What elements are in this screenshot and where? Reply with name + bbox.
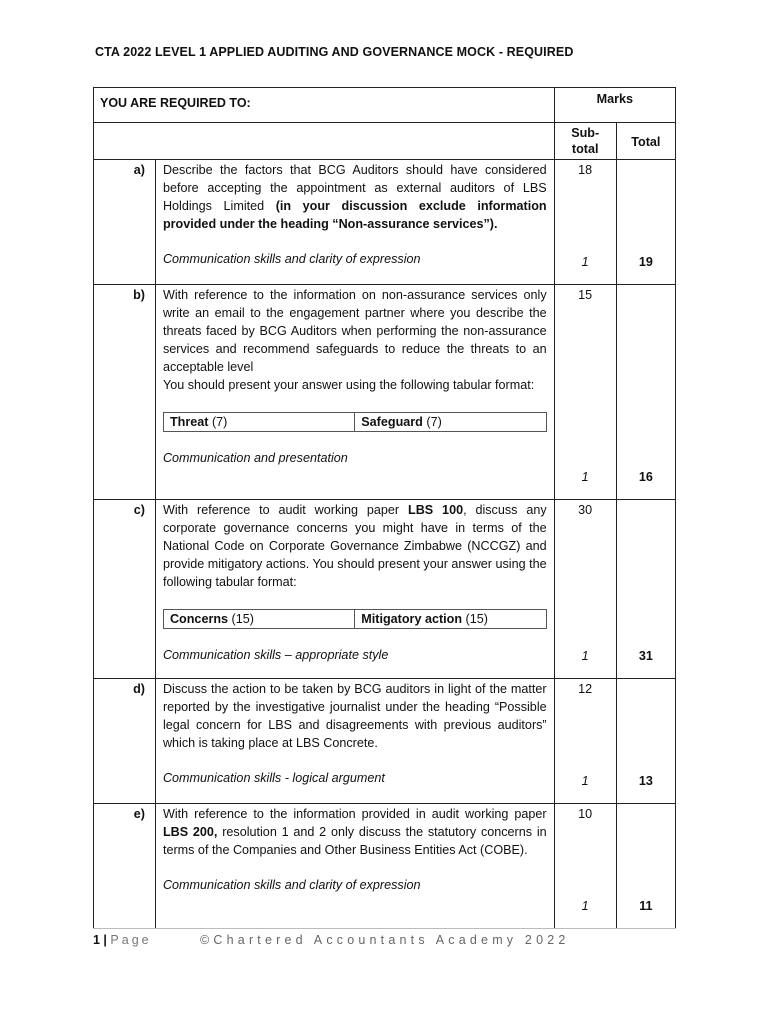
communication-mark-label: Communication skills – appropriate style: [162, 648, 389, 662]
question-letter: b): [94, 285, 156, 500]
total-marks: 16: [638, 470, 653, 484]
communication-marks: 1: [581, 255, 589, 269]
total-marks: 11: [639, 899, 653, 913]
working-paper-ref: LBS 200,: [162, 825, 218, 839]
question-row-c: [94, 500, 676, 679]
copyright-notice: ©Chartered Accountants Academy 2022: [200, 933, 570, 947]
working-paper-ref: LBS 100: [408, 503, 464, 517]
table-header-row: [94, 88, 676, 123]
question-text: [155, 679, 554, 804]
page-separator: |: [99, 933, 111, 947]
total-marks: 13: [638, 774, 653, 788]
question-text: [155, 285, 554, 500]
question-row-a: [94, 160, 676, 285]
question-a-bold-text: (in your discussion exclude information provided under the heading “Non-assurance services”).: [162, 199, 547, 231]
marks-header: Marks: [554, 88, 675, 123]
question-row-e: [94, 804, 676, 929]
question-row-d: [94, 679, 676, 804]
subtotal-marks: 18: [578, 163, 593, 177]
communication-mark-label: Communication skills - logical argument: [162, 771, 385, 785]
subtotal-label-line2: total: [571, 142, 599, 156]
table-subheader-row: [94, 123, 676, 160]
question-letter: d): [94, 679, 156, 804]
format-column-threat: Threat (7): [163, 413, 354, 432]
document-heading: CTA 2022 LEVEL 1 APPLIED AUDITING AND GOVERNANCE MOCK - REQUIRED: [95, 45, 574, 59]
format-column-safeguard: Safeguard (7): [355, 413, 546, 432]
communication-mark-label: Communication skills and clarity of expression: [162, 878, 421, 892]
question-b-text: With reference to the information on non-assurance services only write an email to the engagement partner where you describe the threats faced by BCG Auditors when performing the non-assurance services and recommend safeguards to reduce the threats to an acceptable level: [162, 288, 547, 374]
total-marks: 31: [638, 649, 653, 663]
question-letter: a): [94, 160, 156, 285]
subtotal-marks: 12: [578, 682, 593, 696]
required-label: YOU ARE REQUIRED TO:: [94, 88, 555, 123]
question-a-text: Describe the factors that BCG Auditors should have considered before accepting the appointment as external auditors of LBS Holdings Limited: [162, 163, 547, 213]
question-row-b: [94, 285, 676, 500]
total-cell: [616, 160, 675, 285]
subtotal-cell: [554, 285, 616, 500]
answer-format-table: [163, 609, 547, 629]
requirements-table: [93, 87, 676, 929]
subtotal-cell: [554, 679, 616, 804]
question-letter: e): [94, 804, 156, 929]
format-column-concerns: Concerns (15): [163, 610, 354, 629]
subtotal-marks: 10: [578, 807, 593, 821]
format-column-mitigatory-action: Mitigatory action (15): [355, 610, 546, 629]
total-marks: 19: [638, 255, 653, 269]
total-cell: [616, 679, 675, 804]
communication-marks: 1: [581, 470, 589, 484]
subtotal-cell: [554, 804, 616, 929]
subtotal-marks: 15: [578, 288, 593, 302]
communication-marks: 1: [581, 774, 589, 788]
total-cell: [616, 285, 675, 500]
question-b-format-instruction: You should present your answer using the following tabular format:: [162, 378, 535, 392]
answer-format-table: [163, 412, 547, 432]
subtotal-label-line1: Sub-: [571, 126, 600, 140]
question-d-text: Discuss the action to be taken by BCG auditors in light of the matter reported by the investigative journalist under the heading “Possible legal concern for LBS and disagreements with previous auditors” which is taking place at LBS Concrete.: [162, 682, 547, 750]
communication-marks: 1: [581, 649, 589, 663]
total-header: Total: [616, 123, 675, 160]
page-footer: [93, 928, 676, 947]
question-letter: c): [94, 500, 156, 679]
empty-header-cell: [94, 123, 555, 160]
subtotal-marks: 30: [578, 503, 593, 517]
subtotal-cell: [554, 160, 616, 285]
total-cell: [616, 804, 675, 929]
page-word: Page: [110, 933, 152, 947]
question-text: With reference to the information provided in audit working paper LBS 200, resolution 1 and 2 only discuss the statutory concerns in terms of the Companies and Other Business Entities Act (COBE). Communication skills and clarity of expression: [155, 804, 554, 929]
communication-mark-label: Communication skills and clarity of expression: [162, 252, 421, 266]
communication-mark-label: Communication and presentation: [162, 451, 348, 465]
page-number: 1: [93, 933, 100, 947]
total-cell: [616, 500, 675, 679]
subtotal-header: [554, 123, 616, 160]
question-text: [155, 160, 554, 285]
subtotal-cell: [554, 500, 616, 679]
question-text: With reference to audit working paper LBS 100, discuss any corporate governance concerns you might have in terms of the National Code on Corporate Governance Zimbabwe (NCCGZ) and provide mitigatory actions. You should present your answer using the following tabular format: Concerns (15) Mitigatory action (15) Communication skills – appropriate style: [155, 500, 554, 679]
communication-marks: 1: [581, 899, 589, 913]
